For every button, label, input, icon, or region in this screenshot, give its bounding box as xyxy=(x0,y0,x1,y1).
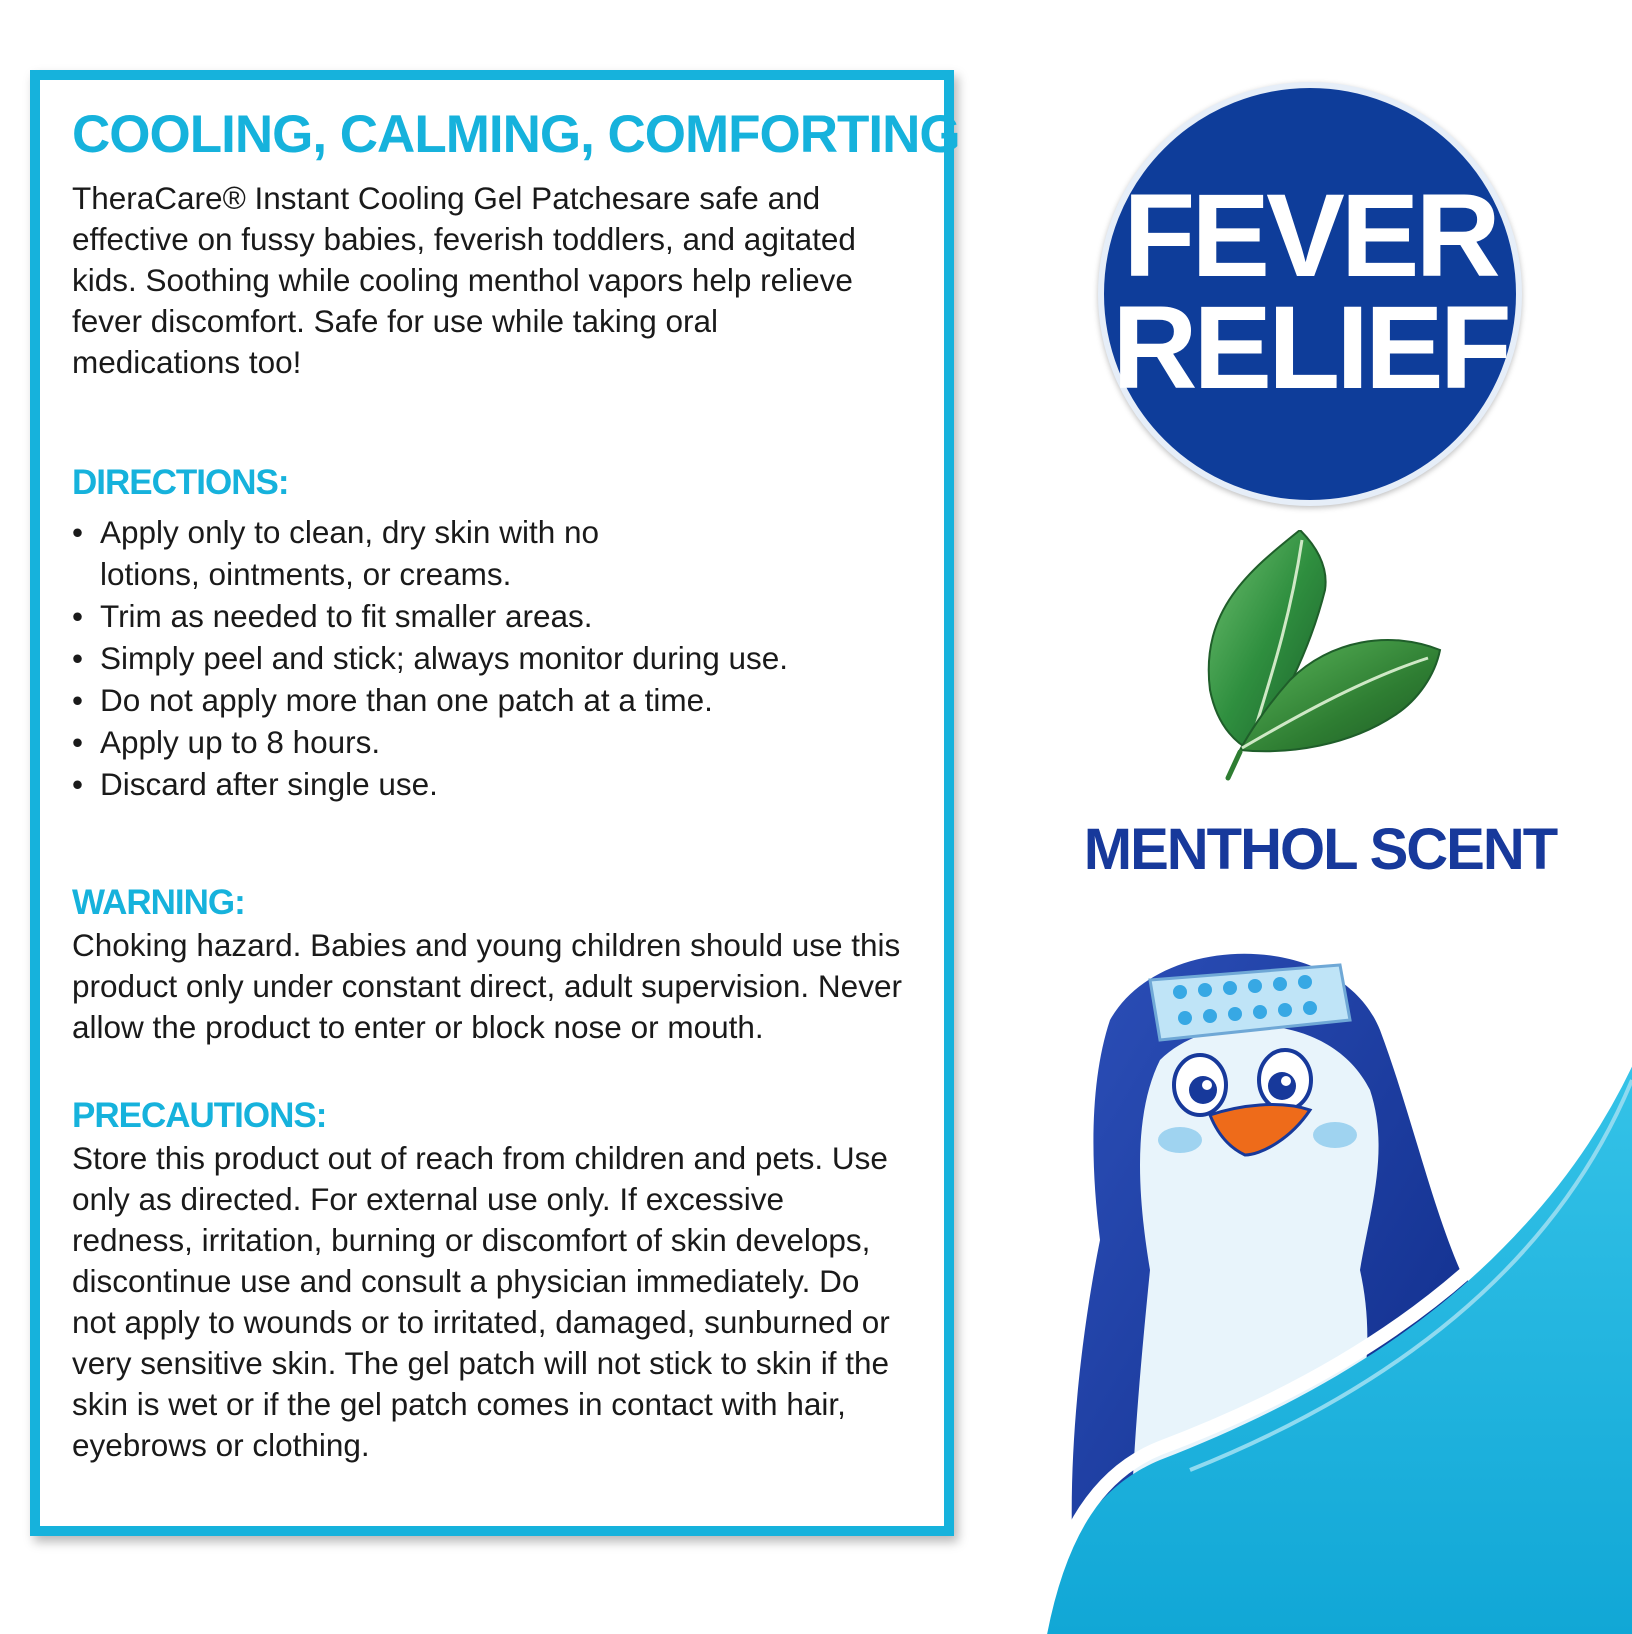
precautions-text: Store this product out of reach from children and pets. Use only as directed. For external use only. If excessive redness, irritation, burning or discomfort of skin develops, discontinue use and consult a physician immediately. Do not apply to wounds or to irritated, damaged, sunburned or very sensitive skin. The gel patch will not stick to skin if the skin is wet or if the gel patch comes in contact with hair, eyebrows or clothing. xyxy=(72,1140,890,1463)
direction-item: • Simply peel and stick; always monitor during use. xyxy=(72,637,952,679)
fever-relief-badge xyxy=(1098,82,1522,506)
direction-item: • Do not apply more than one patch at a time. xyxy=(72,679,952,721)
badge-line-2: RELIEF xyxy=(1112,282,1508,414)
intro-text: TheraCare® Instant Cooling Gel Patchesare safe and effective on fussy babies, feverish toddlers, and agitated kids. Soothing while cooling menthol vapors help relieve fever discomfort. Safe for use while taking oral medications too! xyxy=(72,180,856,380)
info-content xyxy=(72,104,960,1466)
warning-heading: WARNING: xyxy=(72,883,245,922)
directions-list xyxy=(72,511,952,805)
direction-item: • Trim as needed to fit smaller areas. xyxy=(72,595,952,637)
headline: COOLING, CALMING, COMFORTING xyxy=(72,105,960,164)
direction-item: • Apply up to 8 hours. xyxy=(72,721,952,763)
directions-heading: DIRECTIONS: xyxy=(72,463,289,502)
direction-item: • Discard after single use. xyxy=(72,763,952,805)
direction-item: • Apply only to clean, dry skin with no lotions, ointments, or creams. xyxy=(72,511,660,595)
menthol-scent-label: MENTHOL SCENT xyxy=(1083,817,1557,882)
warning-text: Choking hazard. Babies and young children should use this product only under constant direct, adult supervision. Never allow the product to enter or block nose or mouth. xyxy=(72,927,902,1045)
mint-leaf-icon xyxy=(1190,530,1460,790)
penguin-icon xyxy=(1040,940,1632,1634)
precautions-heading: PRECAUTIONS: xyxy=(72,1096,327,1135)
badge-line-1: FEVER xyxy=(1123,170,1497,302)
